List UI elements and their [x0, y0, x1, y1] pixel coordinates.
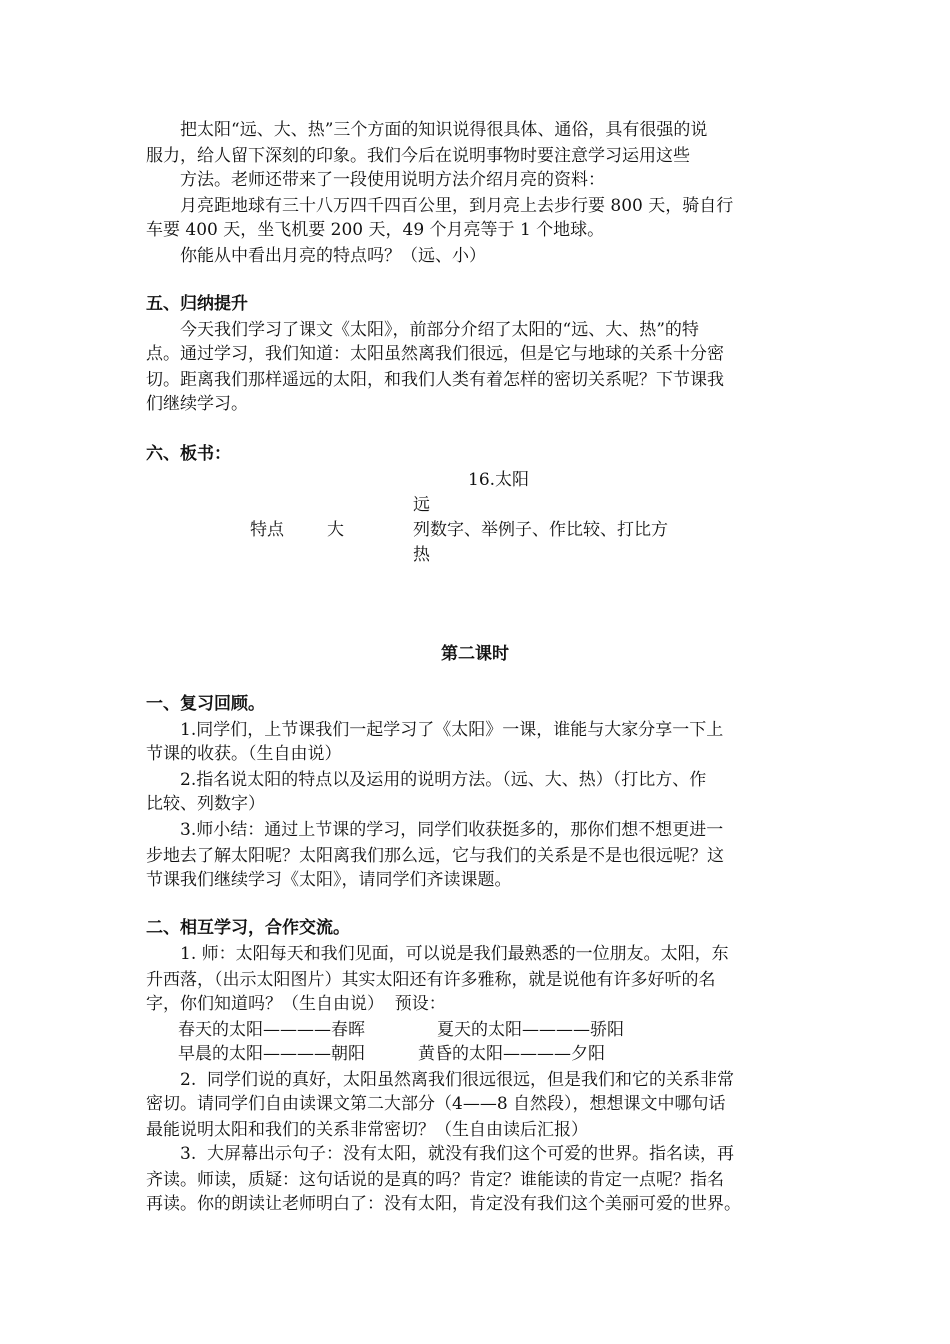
board-label-feature: 特点 — [250, 520, 284, 540]
paragraph-line: 最能说明太阳和我们的关系非常密切？（生自由读后汇报） — [146, 1120, 588, 1140]
section-heading: 六、板书： — [146, 444, 231, 464]
paragraph-line: 2.指名说太阳的特点以及运用的说明方法。（远、大、热）（打比方、作 — [180, 770, 707, 790]
paragraph-line: 月亮距地球有三十八万四千四百公里，到月亮上去步行要 800 天，骑自行 — [180, 196, 734, 216]
paragraph-line: 今天我们学习了课文《太阳》，前部分介绍了太阳的“远、大、热”的特 — [180, 320, 699, 340]
paragraph-line: 升西落，（出示太阳图片）其实太阳还有许多雅称，就是说他有许多好听的名 — [146, 970, 716, 990]
board-methods: 列数字、举例子、作比较、打比方 — [413, 520, 668, 540]
paragraph-line: 服力，给人留下深刻的印象。我们今后在说明事物时要注意学习运用这些 — [146, 146, 690, 166]
paragraph-line: 点。通过学习，我们知道：太阳虽然离我们很远，但是它与地球的关系十分密 — [146, 344, 724, 364]
paragraph-line: 比较、列数字） — [146, 794, 265, 814]
paragraph-line: 方法。老师还带来了一段使用说明方法介绍月亮的资料： — [180, 170, 605, 190]
paragraph-line: 节课我们继续学习《太阳》，请同学们齐读课题。 — [146, 870, 512, 890]
paragraph-line: 切。距离我们那样遥远的太阳，和我们人类有着怎样的密切关系呢？下节课我 — [146, 370, 724, 390]
lesson-title: 第二课时 — [441, 644, 509, 664]
paragraph-line: 齐读。师读，质疑：这句话说的是真的吗？肯定？谁能读的肯定一点呢？指名 — [146, 1170, 724, 1190]
board-title: 16.太阳 — [468, 470, 530, 490]
board-item-far: 远 — [413, 495, 430, 515]
sun-name-spring: 春天的太阳————春晖 — [178, 1020, 365, 1040]
paragraph-line: 你能从中看出月亮的特点吗？（远、小） — [180, 246, 486, 266]
paragraph-line: 步地去了解太阳呢？太阳离我们那么远，它与我们的关系是不是也很远呢？这 — [146, 846, 724, 866]
sun-name-morning: 早晨的太阳————朝阳 — [178, 1044, 365, 1064]
paragraph-line: 3. 大屏幕出示句子：没有太阳，就没有我们这个可爱的世界。指名读，再 — [180, 1144, 735, 1164]
paragraph-line: 们继续学习。 — [146, 394, 248, 414]
paragraph-line: 车要 400 天，坐飞机要 200 天，49 个月亮等于 1 个地球。 — [146, 220, 605, 240]
paragraph-line: 节课的收获。（生自由说） — [146, 744, 342, 764]
paragraph-line: 密切。请同学们自由读课文第二大部分（4——8 自然段），想想课文中哪句话 — [146, 1094, 726, 1114]
paragraph-line: 1. 师：太阳每天和我们见面，可以说是我们最熟悉的一位朋友。太阳，东 — [180, 944, 729, 964]
section-heading: 一、复习回顾。 — [146, 694, 265, 714]
board-item-hot: 热 — [413, 545, 430, 565]
sun-name-summer: 夏天的太阳————骄阳 — [437, 1020, 624, 1040]
paragraph-line: 1.同学们，上节课我们一起学习了《太阳》一课，谁能与大家分享一下上 — [180, 720, 724, 740]
board-item-big: 大 — [327, 520, 344, 540]
section-heading: 五、归纳提升 — [146, 294, 248, 314]
sun-name-dusk: 黄昏的太阳————夕阳 — [418, 1044, 605, 1064]
paragraph-line: 3.师小结：通过上节课的学习，同学们收获挺多的，那你们想不想更进一 — [180, 820, 724, 840]
paragraph-line: 2. 同学们说的真好，太阳虽然离我们很远很远，但是我们和它的关系非常 — [180, 1070, 735, 1090]
paragraph-line: 字，你们知道吗？（生自由说） 预设： — [146, 994, 446, 1014]
paragraph-line: 把太阳“远、大、热”三个方面的知识说得很具体、通俗，具有很强的说 — [180, 120, 708, 140]
section-heading: 二、相互学习，合作交流。 — [146, 918, 350, 938]
paragraph-line: 再读。你的朗读让老师明白了：没有太阳，肯定没有我们这个美丽可爱的世界。 — [146, 1194, 741, 1214]
